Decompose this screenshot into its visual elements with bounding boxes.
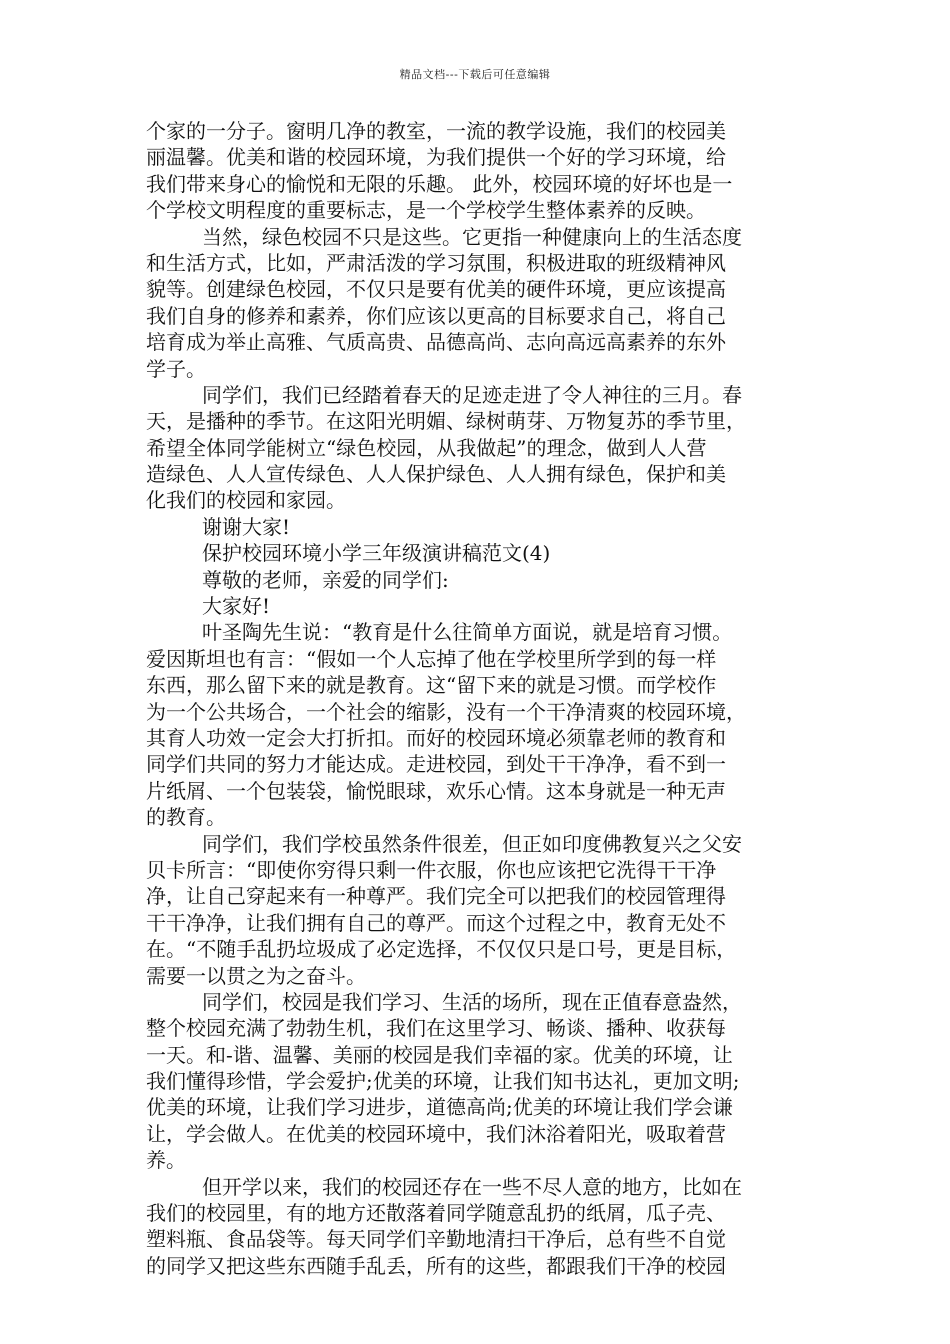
text-line: 在。“不随手乱扔垃圾成了必定选择，不仅仅只是口号，更是目标，: [146, 937, 737, 962]
text-line: 片纸屑、一个包装袋，愉悦眼球，欢乐心情。这本身就是一种无声: [146, 778, 726, 803]
text-line: 保护校园环境小学三年级演讲稿范文(4): [202, 541, 551, 566]
text-line: 个家的一分子。窗明几净的教室，一流的教学设施，我们的校园美: [146, 119, 726, 143]
text-line: 的教育。: [146, 805, 226, 830]
text-line: 让，学会做人。在优美的校园环境中，我们沐浴着阳光，吸取着营: [146, 1121, 726, 1146]
text-line: 叶圣陶先生说：“教育是什么往简单方面说，就是培育习惯。: [202, 620, 733, 645]
text-line: 为一个公共场合，一个社会的缩影，没有一个干净清爽的校园环境，: [146, 699, 746, 724]
text-line: 需要一以贯之为之奋斗。: [146, 963, 366, 988]
text-line: 学子。: [146, 356, 206, 381]
text-line: 干干净净，让我们拥有自己的尊严。而这个过程之中，教育无处不: [146, 910, 726, 935]
text-line: 我们懂得珍惜，学会爱护;优美的环境，让我们知书达礼，更加文明;: [146, 1069, 740, 1094]
text-line: 貌等。创建绿色校园，不仅只是要有优美的硬件环境，更应该提高: [146, 277, 726, 302]
text-line: 养。: [146, 1148, 186, 1173]
text-line: 当然，绿色校园不只是这些。它更指一种健康向上的生活态度: [202, 224, 742, 249]
text-line: 优美的环境，让我们学习进步，道德高尚;优美的环境让我们学会谦: [146, 1095, 733, 1120]
text-line: 希望全体同学能树立“绿色校园，从我做起”的理念，做到人人营: [146, 435, 707, 460]
text-line: 大家好!: [202, 594, 271, 619]
text-line: 贝卡所言：“即使你穷得只剩一件衣服，你也应该把它洗得干干净: [146, 857, 717, 882]
text-line: 同学们，校园是我们学习、生活的场所，现在正值春意盎然，: [202, 989, 742, 1014]
text-line: 造绿色、人人宣传绿色、人人保护绿色、人人拥有绿色，保护和美: [146, 462, 726, 487]
text-line: 谢谢大家!: [202, 514, 291, 539]
text-line: 我们自身的修养和素养，你们应该以更高的目标要求自己，将自己: [146, 303, 726, 328]
text-line: 同学们，我们学校虽然条件很差，但正如印度佛教复兴之父安: [202, 831, 742, 856]
page-header: 精品文档---下载后可任意编辑: [399, 68, 551, 81]
text-line: 但开学以来，我们的校园还存在一些不尽人意的地方，比如在: [202, 1174, 742, 1199]
text-line: 和生活方式，比如，严肃活泼的学习氛围，积极进取的班级精神风: [146, 250, 726, 275]
text-line: 其育人功效一定会大打折扣。而好的校园环境必须靠老师的教育和: [146, 725, 726, 750]
text-line: 尊敬的老师，亲爱的同学们:: [202, 567, 449, 592]
text-line: 化我们的校园和家园。: [146, 488, 346, 513]
text-line: 的同学又把这些东西随手乱丢，所有的这些，都跟我们干净的校园: [146, 1253, 726, 1278]
text-line: 塑料瓶、食品袋等。每天同学们辛勤地清扫干净后，总有些不自觉: [146, 1227, 726, 1252]
document-body: [146, 118, 816, 1279]
text-line: 净，让自己穿起来有一种尊严。我们完全可以把我们的校园管理得: [146, 884, 726, 909]
text-line: 东西，那么留下来的就是教育。这“留下来的就是习惯。而学校作: [146, 673, 717, 698]
text-line: 天，是播种的季节。在这阳光明媚、绿树萌芽、万物复苏的季节里，: [146, 409, 746, 434]
text-line: 我们带来身心的愉悦和无限的乐趣。 此外，校园环境的好坏也是一: [146, 171, 733, 196]
text-line: 我们的校园里，有的地方还散落着同学随意乱扔的纸屑，瓜子壳、: [146, 1201, 726, 1226]
text-line: 丽温馨。优美和谐的校园环境，为我们提供一个好的学习环境，给: [146, 145, 726, 170]
text-line: 爱因斯坦也有言：“假如一个人忘掉了他在学校里所学到的每一样: [146, 646, 717, 671]
text-line: 一天。和-谐、温馨、美丽的校园是我们幸福的家。优美的环境，让: [146, 1042, 733, 1067]
text-line: 同学们共同的努力才能达成。走进校园，到处干干净净，看不到一: [146, 752, 726, 777]
text-line: 整个校园充满了勃勃生机，我们在这里学习、畅谈、播种、收获每: [146, 1016, 726, 1041]
text-line: 同学们，我们已经踏着春天的足迹走进了令人神往的三月。春: [202, 382, 742, 407]
text-line: 个学校文明程度的重要标志，是一个学校学生整体素养的反映。: [146, 198, 706, 223]
text-line: 培育成为举止高雅、气质高贵、品德高尚、志向高远高素养的东外: [146, 330, 726, 355]
